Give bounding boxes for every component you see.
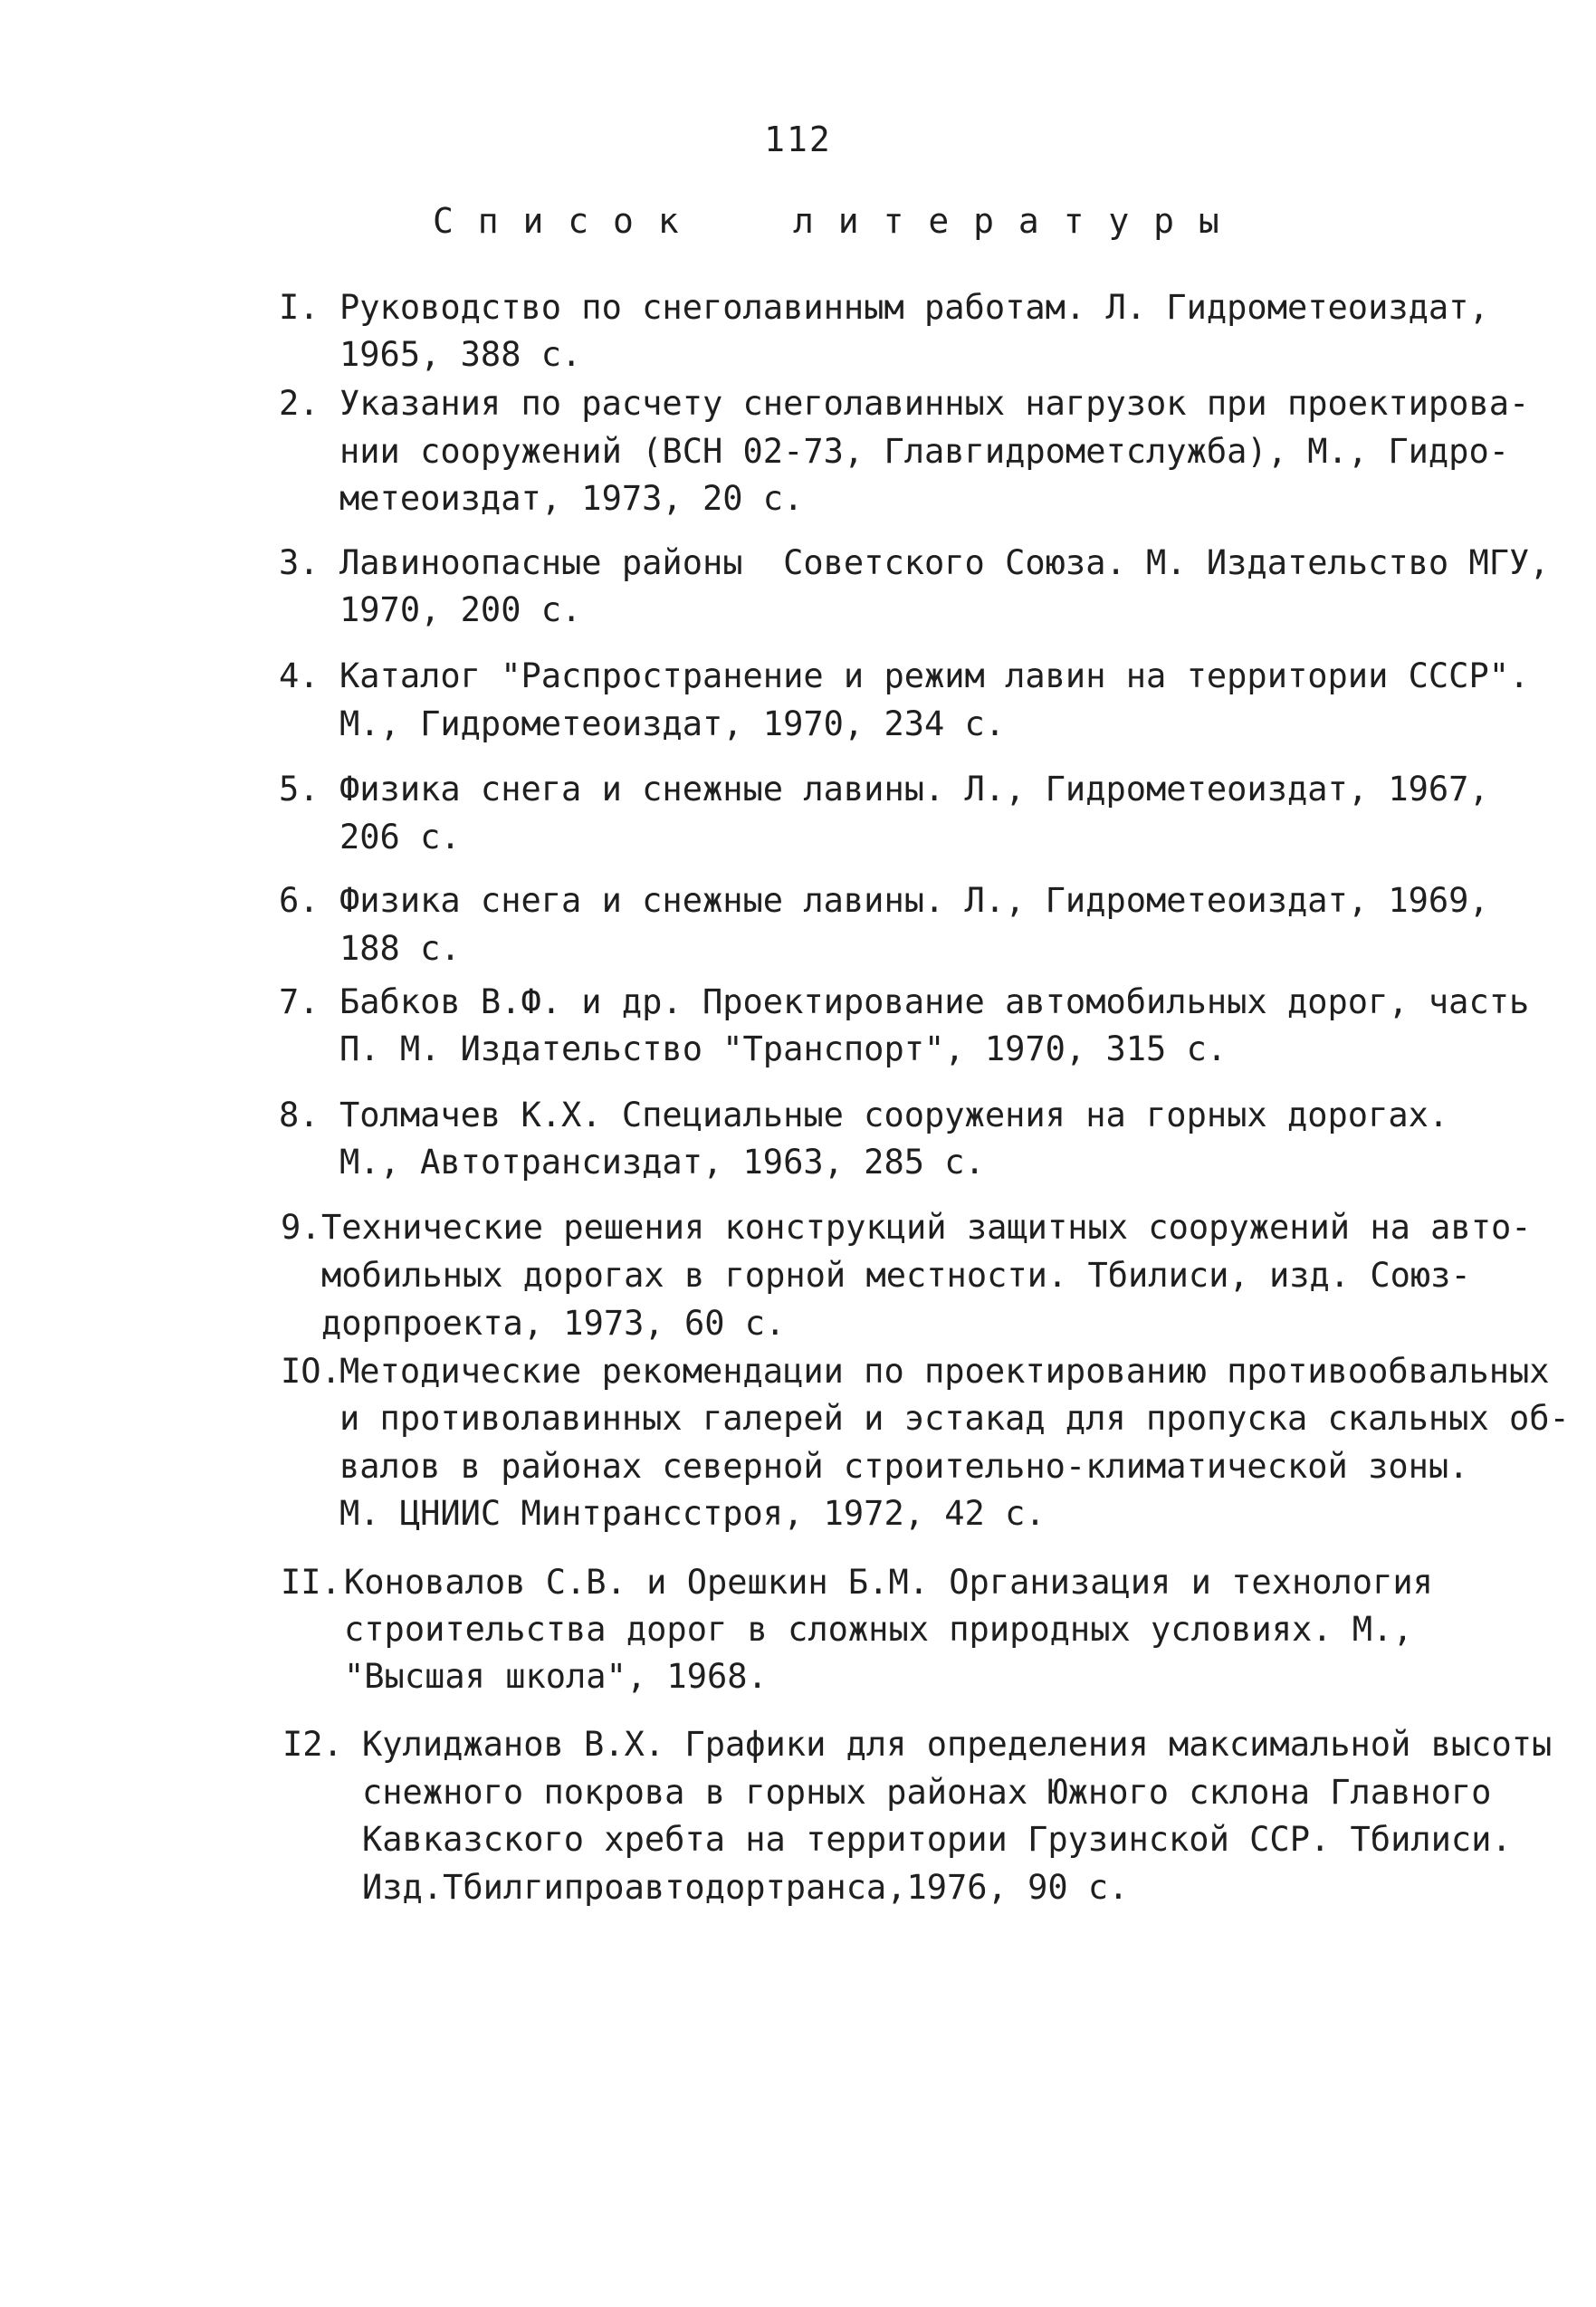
reference-text-line: "Высшая школа", 1968.: [344, 1657, 768, 1696]
page-title: С п и с о к л и т е р а т у р ы: [433, 201, 1221, 241]
reference-text-line: мобильных дорогах в горной местности. Тбилиси, изд. Союз-: [321, 1256, 1471, 1295]
reference-text-line: 206 с.: [339, 818, 461, 857]
reference-text-line: Толмачев К.Х. Специальные сооружения на горных дорогах.: [339, 1096, 1449, 1134]
reference-text-line: дорпроекта, 1973, 60 с.: [321, 1304, 786, 1343]
reference-text-line: Руководство по снеголавинным работам. Л. Гидрометеоиздат,: [339, 288, 1489, 327]
reference-text-line: Бабков В.Ф. и др. Проектирование автомобильных дорог, часть: [339, 982, 1530, 1021]
reference-number: IO.: [281, 1352, 341, 1391]
reference-text-line: М. ЦНИИС Минтрансстроя, 1972, 42 с.: [339, 1494, 1046, 1533]
reference-number: 5.: [279, 770, 320, 809]
reference-text-line: Лавиноопасные районы Советского Союза. М. Издательство МГУ,: [339, 543, 1550, 582]
reference-number: I.: [279, 288, 320, 327]
reference-number: 2.: [279, 384, 320, 423]
reference-text-line: П. М. Издательство "Транспорт", 1970, 315 с.: [339, 1029, 1228, 1068]
reference-text-line: Каталог "Распространение и режим лавин на территории СССР".: [339, 656, 1530, 695]
reference-text-line: и противолавинных галерей и эстакад для пропуска скальных об-: [339, 1399, 1570, 1438]
reference-number: I2.: [282, 1725, 343, 1764]
reference-text-line: метеоиздат, 1973, 20 с.: [339, 479, 804, 518]
reference-text-line: Кавказского хребта на территории Грузинской ССР. Тбилиси.: [362, 1820, 1512, 1859]
reference-text-line: Физика снега и снежные лавины. Л., Гидрометеоиздат, 1969,: [339, 881, 1489, 920]
reference-text-line: Указания по расчету снеголавинных нагрузок при проектирова-: [339, 384, 1530, 423]
reference-number: 4.: [279, 656, 320, 695]
reference-number: 9.: [281, 1208, 321, 1247]
reference-text-line: снежного покрова в горных районах Южного склона Главного: [362, 1773, 1492, 1812]
reference-text-line: строительства дорог в сложных природных условиях. М.,: [344, 1610, 1413, 1649]
reference-text-line: Технические решения конструкций защитных сооружений на авто-: [321, 1208, 1532, 1247]
page-number: 112: [764, 120, 832, 159]
reference-number: 3.: [279, 543, 320, 582]
reference-text-line: валов в районах северной строительно-климатической зоны.: [339, 1447, 1469, 1486]
reference-text-line: Коновалов С.В. и Орешкин Б.М. Организация и технология: [344, 1563, 1433, 1602]
reference-number: 7.: [279, 982, 320, 1021]
reference-text-line: Физика снега и снежные лавины. Л., Гидрометеоиздат, 1967,: [339, 770, 1489, 809]
reference-text-line: 1965, 388 с.: [339, 335, 582, 374]
reference-number: II.: [281, 1563, 341, 1602]
reference-text-line: Кулиджанов В.Х. Графики для определения максимальной высоты: [362, 1725, 1553, 1764]
reference-text-line: М., Гидрометеоиздат, 1970, 234 с.: [339, 704, 1006, 743]
reference-text-line: Изд.Тбилгипроавтодортранса,1976, 90 с.: [362, 1868, 1129, 1907]
reference-text-line: Методические рекомендации по проектированию противообвальных: [339, 1352, 1550, 1391]
reference-text-line: М., Автотрансиздат, 1963, 285 с.: [339, 1143, 985, 1182]
reference-number: 6.: [279, 881, 320, 920]
reference-text-line: нии сооружений (ВСН 02-73, Главгидрометслужба), М., Гидро-: [339, 432, 1510, 471]
reference-text-line: 1970, 200 с.: [339, 590, 582, 629]
reference-text-line: 188 с.: [339, 929, 461, 968]
reference-number: 8.: [279, 1096, 320, 1134]
